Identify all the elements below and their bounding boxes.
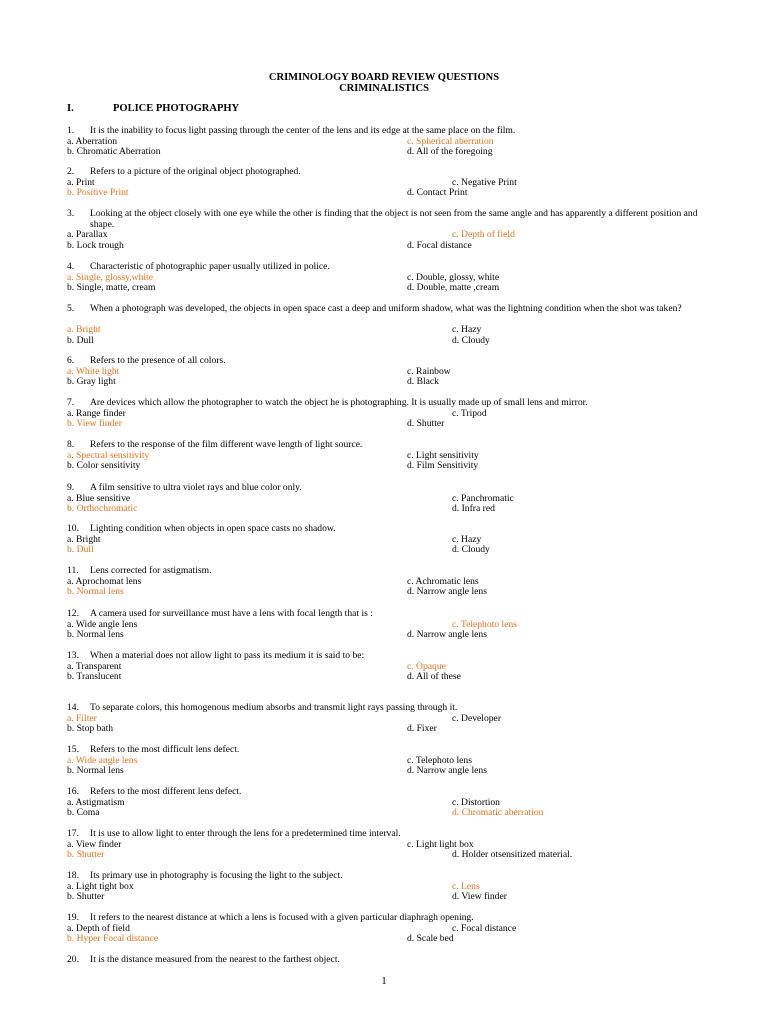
- answer-option: c. Distortion: [452, 796, 500, 808]
- question-item: [67, 209, 717, 230]
- question-item: [67, 871, 717, 882]
- question-text: A camera used for surveillance must have a lens with focal length that is :: [90, 608, 373, 619]
- question-stem: [67, 609, 717, 620]
- question-stem: [67, 398, 717, 409]
- answer-option: a. Depth of field: [67, 922, 130, 934]
- answer-option: d. Fixer: [407, 723, 437, 734]
- answer-option: d. Narrow angle lens: [407, 765, 487, 776]
- answer-option: b. Color sensitivity: [67, 460, 141, 471]
- answer-option: c. Telephoto lens: [407, 754, 472, 766]
- question-item: [67, 703, 717, 714]
- question-stem: [67, 787, 717, 798]
- question-number: 7.: [67, 397, 75, 408]
- question-item: [67, 651, 717, 662]
- question-number: 15.: [67, 744, 79, 755]
- answer-option: b. Coma: [67, 807, 100, 818]
- question-item: [67, 524, 717, 535]
- question-item: [67, 745, 717, 756]
- section-title: POLICE PHOTOGRAPHY: [113, 103, 240, 114]
- question-stem: [67, 483, 717, 494]
- question-item: [67, 566, 717, 577]
- question-stem: [67, 745, 717, 756]
- answer-option: a. Aprochomat lens: [67, 575, 142, 587]
- question-item: [67, 829, 717, 840]
- answer-option: d. All of these: [407, 671, 461, 682]
- question-text: Refers to the most difficult lens defect.: [90, 744, 240, 755]
- answer-option-correct: b. Hyper Focal distance: [67, 933, 159, 944]
- question-number: 11.: [67, 565, 79, 576]
- answer-option: b. Shutter: [67, 891, 105, 902]
- answer-option: b. Chromatic Aberration: [67, 146, 161, 157]
- question-text: It refers to the nearest distance at which a lens is focused with a given particular diaphragh opening.: [90, 912, 474, 923]
- question-number: 19.: [67, 912, 79, 923]
- answer-option: d. Black: [407, 376, 439, 387]
- answer-option: d. Narrow angle lens: [407, 629, 487, 640]
- question-stem: [67, 209, 717, 230]
- question-item: [67, 913, 717, 924]
- answer-option: b. Stop bath: [67, 723, 114, 734]
- question-stem: [67, 829, 717, 840]
- question-stem: [67, 871, 717, 882]
- answer-option: b. Single, matte, cream: [67, 282, 156, 293]
- answer-option-correct: b. Positive Print: [67, 187, 129, 198]
- question-text: When a photograph was developed, the objects in open space cast a deep and uniform shadow, what was the lightning condition when the shot was taken?: [90, 303, 682, 314]
- answer-option: d. View finder: [452, 891, 507, 902]
- answer-option: d. Shutter: [407, 418, 445, 429]
- question-number: 18.: [67, 870, 79, 881]
- answer-option: d. Film Sensitivity: [407, 460, 479, 471]
- question-text: Its primary use in photography is focusing the light to the subject.: [90, 870, 343, 881]
- question-number: 8.: [67, 439, 75, 450]
- answer-option-correct: b. Normal lens: [67, 586, 124, 597]
- answer-option: d. Double, matte ,cream: [407, 282, 500, 293]
- question-text: When a material does not allow light to pass its medium it is said to be:: [90, 650, 365, 661]
- question-item: [67, 483, 717, 494]
- question-number: 9.: [67, 482, 75, 493]
- answer-option: d. Infra red: [452, 503, 495, 514]
- question-number: 12.: [67, 608, 79, 619]
- question-text: Refers to the presence of all colors.: [90, 355, 226, 366]
- answer-option: a. Print: [67, 176, 95, 188]
- question-text: Lighting condition when objects in open space casts no shadow.: [90, 523, 336, 534]
- answer-option: c. Panchromatic: [452, 492, 514, 504]
- question-item: [67, 126, 717, 137]
- answer-option: c. Tripod: [452, 407, 487, 419]
- question-text: Looking at the object closely with one eye while the other is finding that the object is not seen from the same angle and has apparently a different position and shape.: [90, 208, 698, 230]
- answer-option-correct: a. Bright: [67, 324, 101, 335]
- document-subtitle: CRIMINALISTICS: [339, 83, 429, 94]
- answer-option: b. Normal lens: [67, 629, 124, 640]
- answer-option: c. Rainbow: [407, 365, 451, 377]
- answer-option: c. Light sensitivity: [407, 449, 479, 461]
- question-stem: [67, 167, 717, 178]
- answer-option: c. Developer: [452, 712, 502, 724]
- answer-option-correct: c. Spherical aberration: [407, 135, 494, 147]
- question-text: Are devices which allow the photographer to watch the object he is photographing. It is usually made up of small lens and mirror.: [90, 397, 588, 408]
- answer-option: a. Wide angle lens: [67, 618, 138, 630]
- answer-option: b. Dull: [67, 334, 94, 346]
- answer-option: a. Aberration: [67, 135, 118, 147]
- section-numeral: I.: [67, 103, 74, 114]
- answer-option: a. View finder: [67, 838, 122, 850]
- answer-option-correct: c. Opaque: [407, 660, 446, 672]
- answer-option: d. All of the foregoing: [407, 146, 493, 157]
- question-text: Refers to the most different lens defect.: [90, 786, 242, 797]
- answer-option: d. Contact Print: [407, 187, 468, 198]
- question-text: Refers to the response of the film different wave length of light source.: [90, 439, 363, 450]
- question-number: 3.: [67, 208, 75, 219]
- answer-option: a. Light tight box: [67, 880, 134, 892]
- answer-option: b. Normal lens: [67, 765, 124, 776]
- answer-option: d. Cloudy: [452, 544, 490, 555]
- answer-option: a. Astigmatism: [67, 796, 125, 808]
- question-text: Refers to a picture of the original object photographed.: [90, 166, 301, 177]
- question-item: [67, 609, 717, 620]
- answer-option-correct: a. Single, glossy,white: [67, 271, 153, 283]
- question-number: 16.: [67, 786, 79, 797]
- question-number: 10.: [67, 523, 79, 534]
- question-text: It is the inability to focus light passing through the center of the lens and its edge at the same place on the film.: [90, 125, 516, 136]
- answer-option-correct: d. Chromatic aberration: [452, 807, 544, 818]
- question-item: [67, 167, 717, 178]
- question-text: Characteristic of photographic paper usually utilized in police.: [90, 261, 330, 272]
- answer-option: a. Transparent: [67, 660, 122, 672]
- answer-option: d. Scale bed: [407, 933, 454, 944]
- question-item: [67, 440, 717, 451]
- answer-option-correct: b. Dull: [67, 544, 94, 555]
- answer-option-correct: a. Filter: [67, 712, 97, 724]
- answer-option: c. Hazy: [452, 533, 482, 545]
- answer-option: d. Holder otsensitized material.: [452, 849, 573, 860]
- answer-option-correct: a. Wide angle lens: [67, 754, 138, 766]
- question-number: 20.: [67, 954, 79, 965]
- question-item: [67, 787, 717, 798]
- question-stem: [67, 566, 717, 577]
- answer-option-correct: c. Depth of field: [452, 229, 515, 240]
- question-stem: [67, 262, 717, 273]
- question-number: 14.: [67, 702, 79, 713]
- answer-option-correct: c. Lens: [452, 880, 480, 892]
- question-item: [67, 262, 717, 273]
- section-heading: [67, 103, 239, 114]
- answer-option: c. Negative Print: [452, 176, 517, 188]
- document-title: CRIMINOLOGY BOARD REVIEW QUESTIONS: [268, 72, 500, 83]
- answer-option: d. Focal distance: [407, 239, 472, 251]
- answer-option: b. Gray light: [67, 376, 116, 387]
- question-text: A film sensitive to ultra violet rays and blue color only.: [90, 482, 302, 493]
- answer-option: c. Light light box: [407, 838, 474, 850]
- answer-option: a. Bright: [67, 533, 101, 545]
- answer-option-correct: a. White light: [67, 365, 120, 377]
- question-text: Lens corrected for astigmatism.: [90, 565, 212, 576]
- question-stem: [67, 440, 717, 451]
- question-number: 13.: [67, 650, 79, 661]
- question-stem: [67, 955, 717, 966]
- answer-option: c. Focal distance: [452, 922, 517, 934]
- question-stem: [67, 651, 717, 662]
- question-item: [67, 398, 717, 409]
- question-stem: [67, 913, 717, 924]
- answer-option: b. Translucent: [67, 671, 122, 682]
- question-item: [67, 304, 717, 315]
- answer-option-correct: b. Orthochromatic: [67, 503, 138, 514]
- question-number: 4.: [67, 261, 75, 272]
- question-number: 6.: [67, 355, 75, 366]
- question-text: To separate colors, this homogenous medium absorbs and transmit light rays passing through it.: [90, 702, 458, 713]
- question-stem: [67, 703, 717, 714]
- question-stem: [67, 524, 717, 535]
- answer-option: c. Hazy: [452, 324, 482, 335]
- question-text: It is use to allow light to enter through the lens for a predetermined time interval.: [90, 828, 401, 839]
- question-stem: [67, 126, 717, 137]
- question-number: 5.: [67, 303, 75, 314]
- page-number: 1: [381, 975, 387, 987]
- answer-option: d. Cloudy: [452, 334, 490, 346]
- question-number: 2.: [67, 166, 75, 177]
- question-number: 1.: [67, 125, 75, 136]
- question-item: [67, 356, 717, 367]
- answer-option: a. Blue sensitive: [67, 492, 131, 504]
- question-number: 17.: [67, 828, 79, 839]
- answer-option-correct: c. Telephoto lens: [452, 618, 517, 630]
- answer-option-correct: b. Shutter: [67, 849, 105, 860]
- answer-option: c. Double, glossy, white: [407, 271, 500, 283]
- answer-option: a. Range finder: [67, 407, 126, 419]
- question-stem: [67, 304, 717, 315]
- answer-option-correct: b. View finder: [67, 418, 122, 429]
- question-text: It is the distance measured from the nearest to the farthest object.: [90, 954, 340, 965]
- question-item: [67, 955, 717, 966]
- answer-option: c. Achromatic lens: [407, 575, 479, 587]
- answer-option: b. Lock trough: [67, 239, 124, 251]
- answer-option: d. Narrow angle lens: [407, 586, 487, 597]
- answer-option-correct: a. Spectral sensitivity: [67, 449, 150, 461]
- answer-option: a. Parallax: [67, 229, 108, 240]
- question-stem: [67, 356, 717, 367]
